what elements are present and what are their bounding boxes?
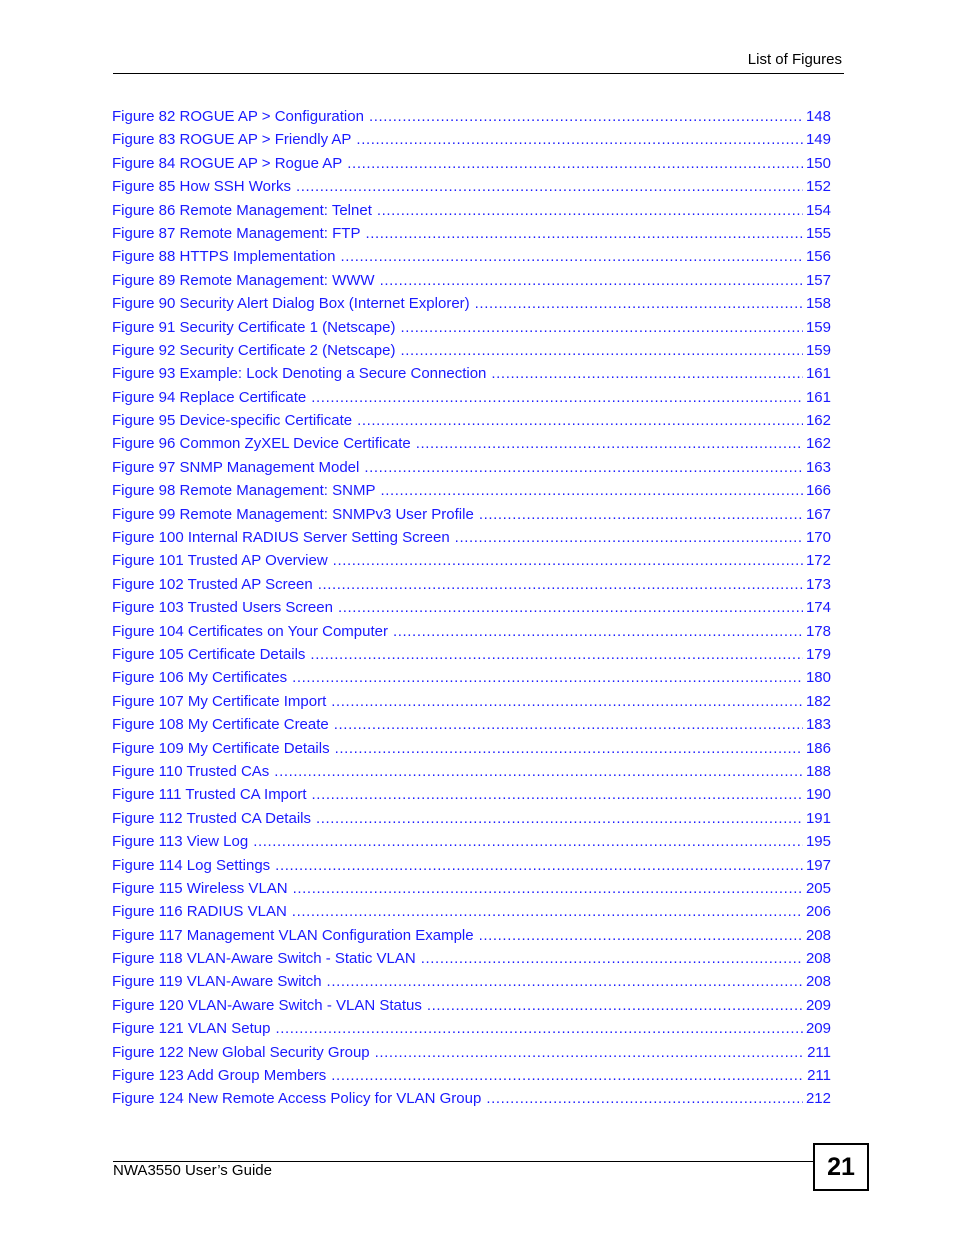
- dot-leader: [331, 690, 803, 713]
- figure-title: Figure 107 My Certificate Import: [112, 692, 327, 710]
- figure-page-number: 170: [805, 529, 831, 547]
- figure-page-number: 174: [805, 599, 831, 617]
- figure-title: Figure 100 Internal RADIUS Server Setting Screen: [112, 529, 450, 547]
- dot-leader: [275, 1017, 803, 1040]
- dot-leader: [340, 245, 803, 268]
- figure-page-number: 180: [805, 669, 831, 687]
- figure-entry-link[interactable]: [112, 924, 831, 947]
- figure-title: Figure 109 My Certificate Details: [112, 739, 330, 757]
- figure-entry-link[interactable]: [112, 830, 831, 853]
- figure-page-number: 159: [805, 341, 831, 359]
- figure-title: Figure 116 RADIUS VLAN: [112, 903, 287, 921]
- figure-entry-link[interactable]: [112, 339, 831, 362]
- dot-leader: [416, 432, 803, 455]
- dot-leader: [377, 199, 803, 222]
- dot-leader: [253, 830, 803, 853]
- figure-title: Figure 98 Remote Management: SNMP: [112, 482, 376, 500]
- figure-page-number: 188: [805, 762, 831, 780]
- figure-page-number: 190: [805, 786, 831, 804]
- dot-leader: [491, 362, 803, 385]
- figure-entry-link[interactable]: [112, 1017, 831, 1040]
- figure-entry-link[interactable]: [112, 269, 831, 292]
- figure-page-number: 178: [805, 622, 831, 640]
- figure-page-number: 172: [805, 552, 831, 570]
- figure-entry-link[interactable]: [112, 152, 831, 175]
- figure-title: Figure 90 Security Alert Dialog Box (Internet Explorer): [112, 295, 470, 313]
- dot-leader: [479, 503, 803, 526]
- figure-page-number: 206: [805, 903, 831, 921]
- figure-page-number: 152: [805, 178, 831, 196]
- dot-leader: [338, 596, 803, 619]
- figure-entry-link[interactable]: [112, 666, 831, 689]
- figure-title: Figure 120 VLAN-Aware Switch - VLAN Status: [112, 996, 422, 1014]
- figure-title: Figure 106 My Certificates: [112, 669, 288, 687]
- dot-leader: [475, 292, 803, 315]
- figure-title: Figure 119 VLAN-Aware Switch: [112, 973, 322, 991]
- figure-title: Figure 99 Remote Management: SNMPv3 User Profile: [112, 505, 474, 523]
- figure-page-number: 166: [805, 482, 831, 500]
- dot-leader: [334, 713, 803, 736]
- figure-title: Figure 83 ROGUE AP > Friendly AP: [112, 131, 352, 149]
- dot-leader: [421, 947, 803, 970]
- figure-title: Figure 103 Trusted Users Screen: [112, 599, 333, 617]
- figure-title: Figure 87 Remote Management: FTP: [112, 224, 361, 242]
- figure-page-number: 161: [805, 388, 831, 406]
- figure-page-number: 162: [805, 412, 831, 430]
- dot-leader: [357, 409, 803, 432]
- figure-title: Figure 88 HTTPS Implementation: [112, 248, 336, 266]
- dot-leader: [364, 456, 803, 479]
- dot-leader: [311, 386, 803, 409]
- figure-page-number: 149: [805, 131, 831, 149]
- figure-page-number: 211: [807, 1043, 831, 1061]
- figure-title: Figure 104 Certificates on Your Computer: [112, 622, 388, 640]
- footer-guide-title: NWA3550 User’s Guide: [113, 1162, 272, 1179]
- figure-entry-link[interactable]: [112, 222, 831, 245]
- figure-entry-link[interactable]: [112, 105, 831, 128]
- dot-leader: [318, 573, 803, 596]
- figure-title: Figure 94 Replace Certificate: [112, 388, 307, 406]
- figure-title: Figure 85 How SSH Works: [112, 178, 291, 196]
- figure-page-number: 158: [805, 295, 831, 313]
- figure-page-number: 211: [807, 1067, 831, 1085]
- dot-leader: [380, 479, 803, 502]
- figure-entry-link[interactable]: [112, 503, 831, 526]
- dot-leader: [427, 994, 803, 1017]
- dot-leader: [327, 970, 803, 993]
- dot-leader: [393, 620, 803, 643]
- dot-leader: [310, 643, 803, 666]
- figure-entry-link[interactable]: [112, 128, 831, 151]
- dot-leader: [455, 526, 803, 549]
- figure-title: Figure 89 Remote Management: WWW: [112, 271, 375, 289]
- figure-page-number: 182: [805, 692, 831, 710]
- figure-entry-link[interactable]: [112, 479, 831, 502]
- figure-entry-link[interactable]: [112, 854, 831, 877]
- figure-page-number: 161: [805, 365, 831, 383]
- figure-entry-link[interactable]: [112, 970, 831, 993]
- figure-page-number: 209: [805, 996, 831, 1014]
- figure-title: Figure 86 Remote Management: Telnet: [112, 201, 372, 219]
- figure-entry-link[interactable]: [112, 807, 831, 830]
- dot-leader: [365, 222, 803, 245]
- figure-entry-link[interactable]: [112, 573, 831, 596]
- figure-page-number: 156: [805, 248, 831, 266]
- dot-leader: [292, 666, 803, 689]
- figure-page-number: 191: [805, 809, 831, 827]
- dot-leader: [380, 269, 803, 292]
- figure-title: Figure 115 Wireless VLAN: [112, 879, 288, 897]
- dot-leader: [375, 1041, 804, 1064]
- figure-title: Figure 118 VLAN-Aware Switch - Static VLAN: [112, 950, 416, 968]
- figure-entry-link[interactable]: [112, 760, 831, 783]
- figure-entry-link[interactable]: [112, 432, 831, 455]
- figure-title: Figure 108 My Certificate Create: [112, 716, 329, 734]
- figure-entry-link[interactable]: [112, 409, 831, 432]
- figure-title: Figure 105 Certificate Details: [112, 645, 306, 663]
- dot-leader: [293, 877, 803, 900]
- dot-leader: [479, 924, 803, 947]
- figure-page-number: 208: [805, 973, 831, 991]
- figure-entry-link[interactable]: [112, 994, 831, 1017]
- figure-entry-link[interactable]: [112, 456, 831, 479]
- dot-leader: [486, 1087, 803, 1110]
- figure-page-number: 155: [805, 224, 831, 242]
- figure-entry-link[interactable]: [112, 549, 831, 572]
- figure-entry-link[interactable]: [112, 1064, 831, 1087]
- figure-title: Figure 91 Security Certificate 1 (Netscape): [112, 318, 396, 336]
- figure-title: Figure 92 Security Certificate 2 (Netscape): [112, 341, 396, 359]
- figure-entry-link[interactable]: [112, 783, 831, 806]
- figure-entry-link[interactable]: [112, 947, 831, 970]
- figure-page-number: 209: [805, 1020, 831, 1038]
- figure-entry-link[interactable]: [112, 877, 831, 900]
- figure-page-number: 197: [805, 856, 831, 874]
- figure-entry-link[interactable]: [112, 199, 831, 222]
- dot-leader: [356, 128, 803, 151]
- figure-title: Figure 122 New Global Security Group: [112, 1043, 370, 1061]
- figure-entry-link[interactable]: [112, 292, 831, 315]
- figure-title: Figure 93 Example: Lock Denoting a Secure Connection: [112, 365, 487, 383]
- dot-leader: [369, 105, 803, 128]
- figure-page-number: 179: [805, 645, 831, 663]
- dot-leader: [275, 854, 803, 877]
- running-header-title: List of Figures: [747, 51, 842, 68]
- figure-entry-link[interactable]: [112, 386, 831, 409]
- dot-leader: [274, 760, 803, 783]
- figure-page-number: 162: [805, 435, 831, 453]
- dot-leader: [400, 316, 803, 339]
- page-number: 21: [827, 1152, 855, 1181]
- figure-page-number: 195: [805, 833, 831, 851]
- figure-page-number: 150: [805, 154, 831, 172]
- figure-title: Figure 111 Trusted CA Import: [112, 786, 307, 804]
- figure-entry-link[interactable]: [112, 316, 831, 339]
- figure-entry-link[interactable]: [112, 713, 831, 736]
- dot-leader: [347, 152, 803, 175]
- figure-title: Figure 97 SNMP Management Model: [112, 458, 360, 476]
- list-of-figures: [112, 105, 831, 1111]
- figure-title: Figure 117 Management VLAN Configuration Example: [112, 926, 474, 944]
- header-divider: [113, 73, 844, 74]
- figure-title: Figure 96 Common ZyXEL Device Certificate: [112, 435, 411, 453]
- figure-page-number: 183: [805, 716, 831, 734]
- dot-leader: [335, 737, 803, 760]
- page-number-box: [813, 1143, 869, 1191]
- figure-title: Figure 114 Log Settings: [112, 856, 271, 874]
- dot-leader: [331, 1064, 804, 1087]
- figure-entry-link[interactable]: [112, 526, 831, 549]
- figure-title: Figure 112 Trusted CA Details: [112, 809, 311, 827]
- figure-page-number: 212: [805, 1090, 831, 1108]
- figure-entry-link[interactable]: [112, 175, 831, 198]
- figure-page-number: 148: [805, 108, 831, 125]
- figure-page-number: 208: [805, 926, 831, 944]
- figure-title: Figure 121 VLAN Setup: [112, 1020, 271, 1038]
- figure-title: Figure 102 Trusted AP Screen: [112, 575, 313, 593]
- figure-page-number: 159: [805, 318, 831, 336]
- figure-page-number: 167: [805, 505, 831, 523]
- dot-leader: [316, 807, 803, 830]
- figure-entry-link[interactable]: [112, 596, 831, 619]
- figure-page-number: 205: [805, 879, 831, 897]
- dot-leader: [296, 175, 803, 198]
- figure-entry-link[interactable]: [112, 737, 831, 760]
- figure-entry-link[interactable]: [112, 620, 831, 643]
- dot-leader: [333, 549, 803, 572]
- dot-leader: [312, 783, 803, 806]
- figure-title: Figure 123 Add Group Members: [112, 1067, 327, 1085]
- dot-leader: [400, 339, 803, 362]
- figure-entry-link[interactable]: [112, 643, 831, 666]
- figure-title: Figure 124 New Remote Access Policy for VLAN Group: [112, 1090, 482, 1108]
- figure-entry-link[interactable]: [112, 1087, 831, 1110]
- dot-leader: [292, 900, 803, 923]
- figure-page-number: 163: [805, 458, 831, 476]
- figure-title: Figure 110 Trusted CAs: [112, 762, 270, 780]
- figure-page-number: 186: [805, 739, 831, 757]
- figure-title: Figure 113 View Log: [112, 833, 249, 851]
- figure-page-number: 157: [805, 271, 831, 289]
- figure-title: Figure 82 ROGUE AP > Configuration: [112, 108, 364, 125]
- figure-title: Figure 101 Trusted AP Overview: [112, 552, 328, 570]
- figure-entry-link[interactable]: [112, 362, 831, 385]
- figure-page-number: 173: [805, 575, 831, 593]
- figure-entry-link[interactable]: [112, 245, 831, 268]
- figure-entry-link[interactable]: [112, 900, 831, 923]
- figure-entry-link[interactable]: [112, 1041, 831, 1064]
- figure-page-number: 154: [805, 201, 831, 219]
- figure-page-number: 208: [805, 950, 831, 968]
- figure-entry-link[interactable]: [112, 690, 831, 713]
- figure-title: Figure 95 Device-specific Certificate: [112, 412, 353, 430]
- figure-title: Figure 84 ROGUE AP > Rogue AP: [112, 154, 343, 172]
